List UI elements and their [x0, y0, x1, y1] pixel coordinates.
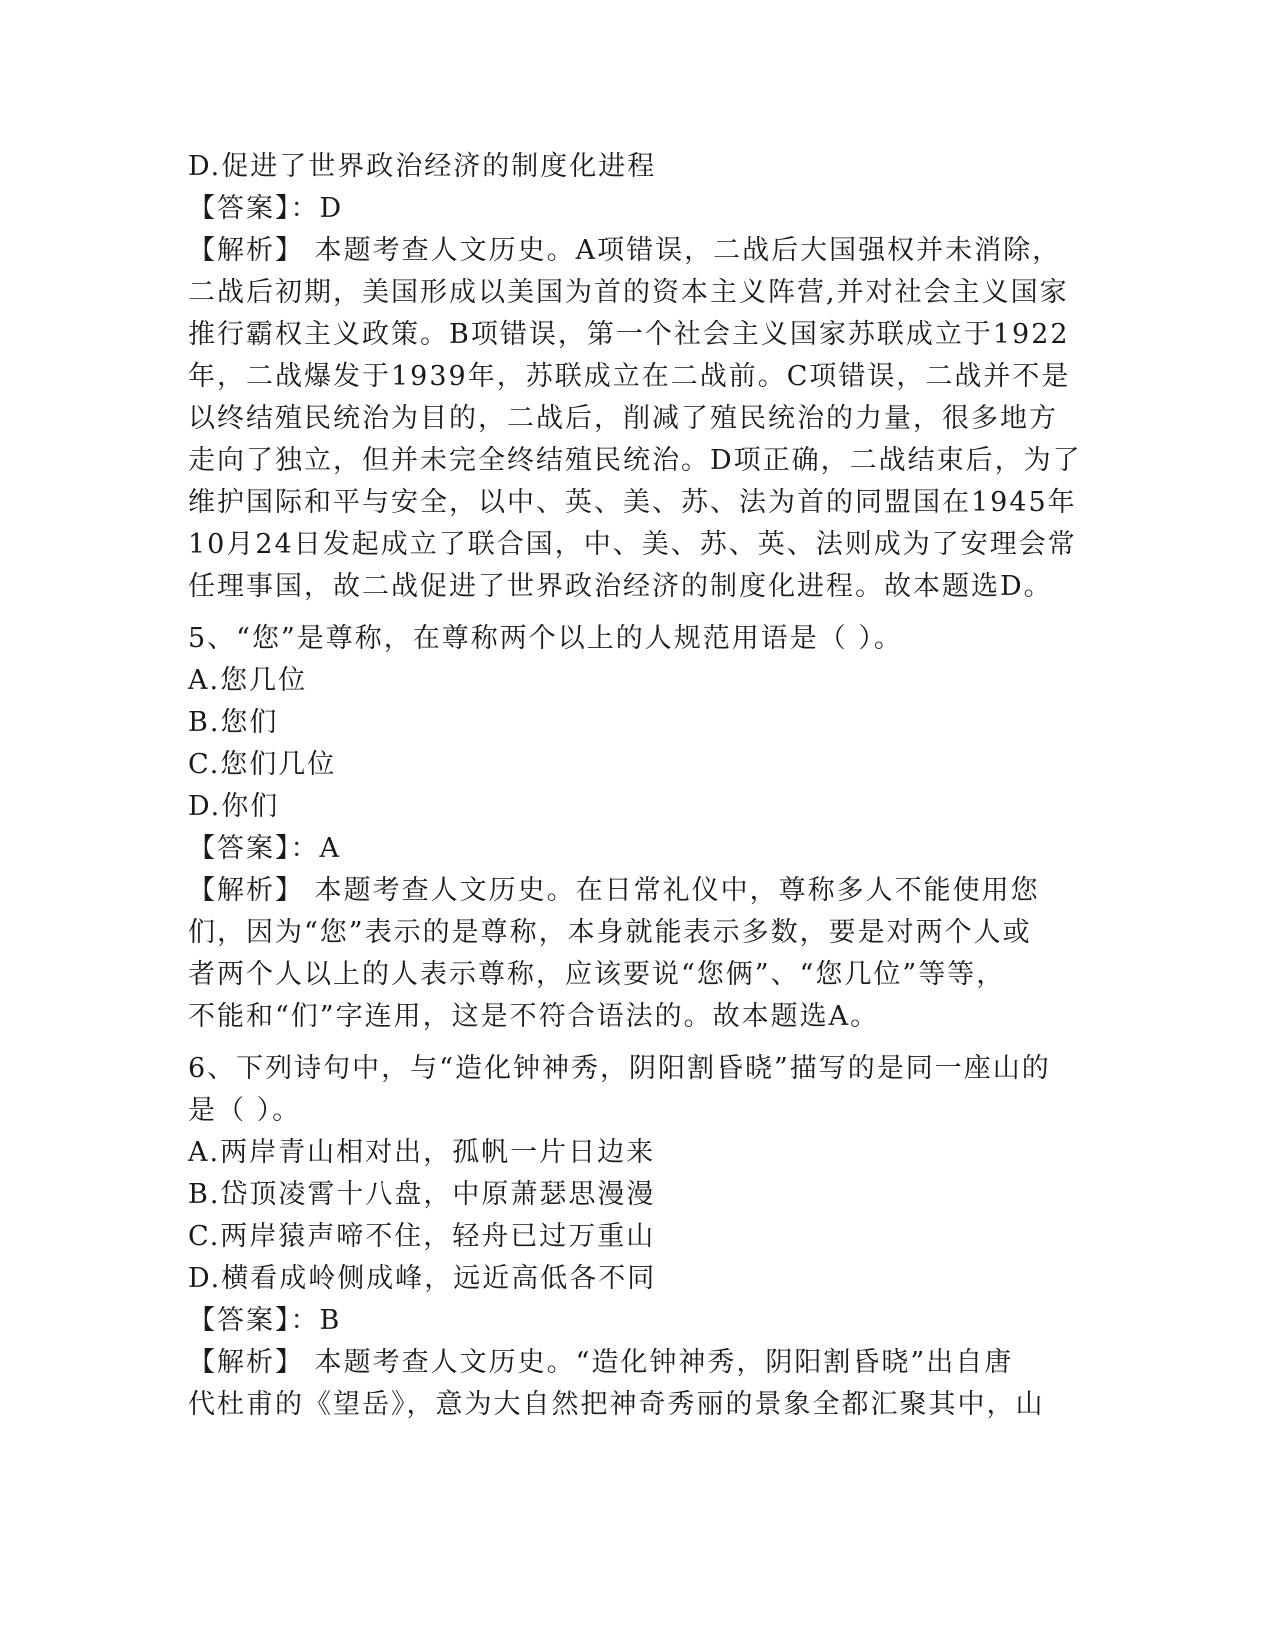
option-d: D.横看成岭侧成峰，远近高低各不同: [188, 1263, 657, 1294]
question-text: 5、“您”是尊称，在尊称两个以上的人规范用语是（ ）。: [188, 623, 903, 654]
question-4-section: [188, 146, 1088, 608]
option-b: B.您们: [188, 707, 279, 738]
analysis-line: 代杜甫的《望岳》，意为大自然把神奇秀丽的景象全都汇聚其中，山: [188, 1389, 1045, 1420]
document-page: [188, 146, 1088, 1426]
option-b: B.岱顶凌霄十八盘，中原萧瑟思漫漫: [188, 1179, 656, 1210]
analysis-line: 【解析】 本题考查人文历史。在日常礼仪中，尊称多人不能使用您: [188, 875, 1040, 906]
option-a: A.您几位: [188, 665, 308, 696]
analysis-line: 者两个人以上的人表示尊称，应该要说“您俩”、“您几位”等等，: [188, 959, 1006, 990]
analysis-line: 年，二战爆发于1939年，苏联成立在二战前。C项错误，二战并不是: [188, 361, 1071, 392]
analysis-line: 不能和“们”字连用，这是不符合语法的。故本题选A。: [188, 1001, 880, 1032]
question-6-section: [188, 1048, 1088, 1426]
option-d: D.促进了世界政治经济的制度化进程: [188, 151, 657, 182]
analysis-line: 10月24日发起成立了联合国，中、美、苏、英、法则成为了安理会常: [188, 529, 1077, 560]
question-5-section: [188, 618, 1088, 1038]
option-c: C.您们几位: [188, 749, 337, 780]
analysis-line: 推行霸权主义政策。B项错误，第一个社会主义国家苏联成立于1922: [188, 319, 1070, 350]
option-c: C.两岸猿声啼不住，轻舟已过万重山: [188, 1221, 656, 1252]
question-text: 6、下列诗句中，与“造化钟神秀，阴阳割昏晓”描写的是同一座山的: [188, 1053, 1051, 1084]
answer-line: 【答案】：A: [188, 833, 341, 864]
question-text: 是（ ）。: [188, 1095, 302, 1126]
analysis-line: 【解析】 本题考查人文历史。A项错误，二战后大国强权并未消除，: [188, 235, 1062, 266]
answer-line: 【答案】：B: [188, 1305, 342, 1336]
analysis-line: 走向了独立，但并未完全终结殖民统治。D项正确，二战结束后，为了: [188, 445, 1082, 476]
option-d: D.你们: [188, 791, 280, 822]
option-a: A.两岸青山相对出，孤帆一片日边来: [188, 1137, 656, 1168]
analysis-line: 二战后初期，美国形成以美国为首的资本主义阵营,并对社会主义国家: [188, 277, 1069, 308]
analysis-line: 任理事国，故二战促进了世界政治经济的制度化进程。故本题选D。: [188, 571, 1053, 602]
answer-line: 【答案】：D: [188, 193, 344, 224]
analysis-line: 维护国际和平与安全，以中、英、美、苏、法为首的同盟国在1945年: [188, 487, 1077, 518]
analysis-line: 们，因为“您”表示的是尊称，本身就能表示多数，要是对两个人或: [188, 917, 1032, 948]
analysis-line: 【解析】 本题考查人文历史。“造化钟神秀，阴阳割昏晓”出自唐: [188, 1347, 1014, 1378]
analysis-line: 以终结殖民统治为目的，二战后，削减了殖民统治的力量，很多地方: [188, 403, 1058, 434]
